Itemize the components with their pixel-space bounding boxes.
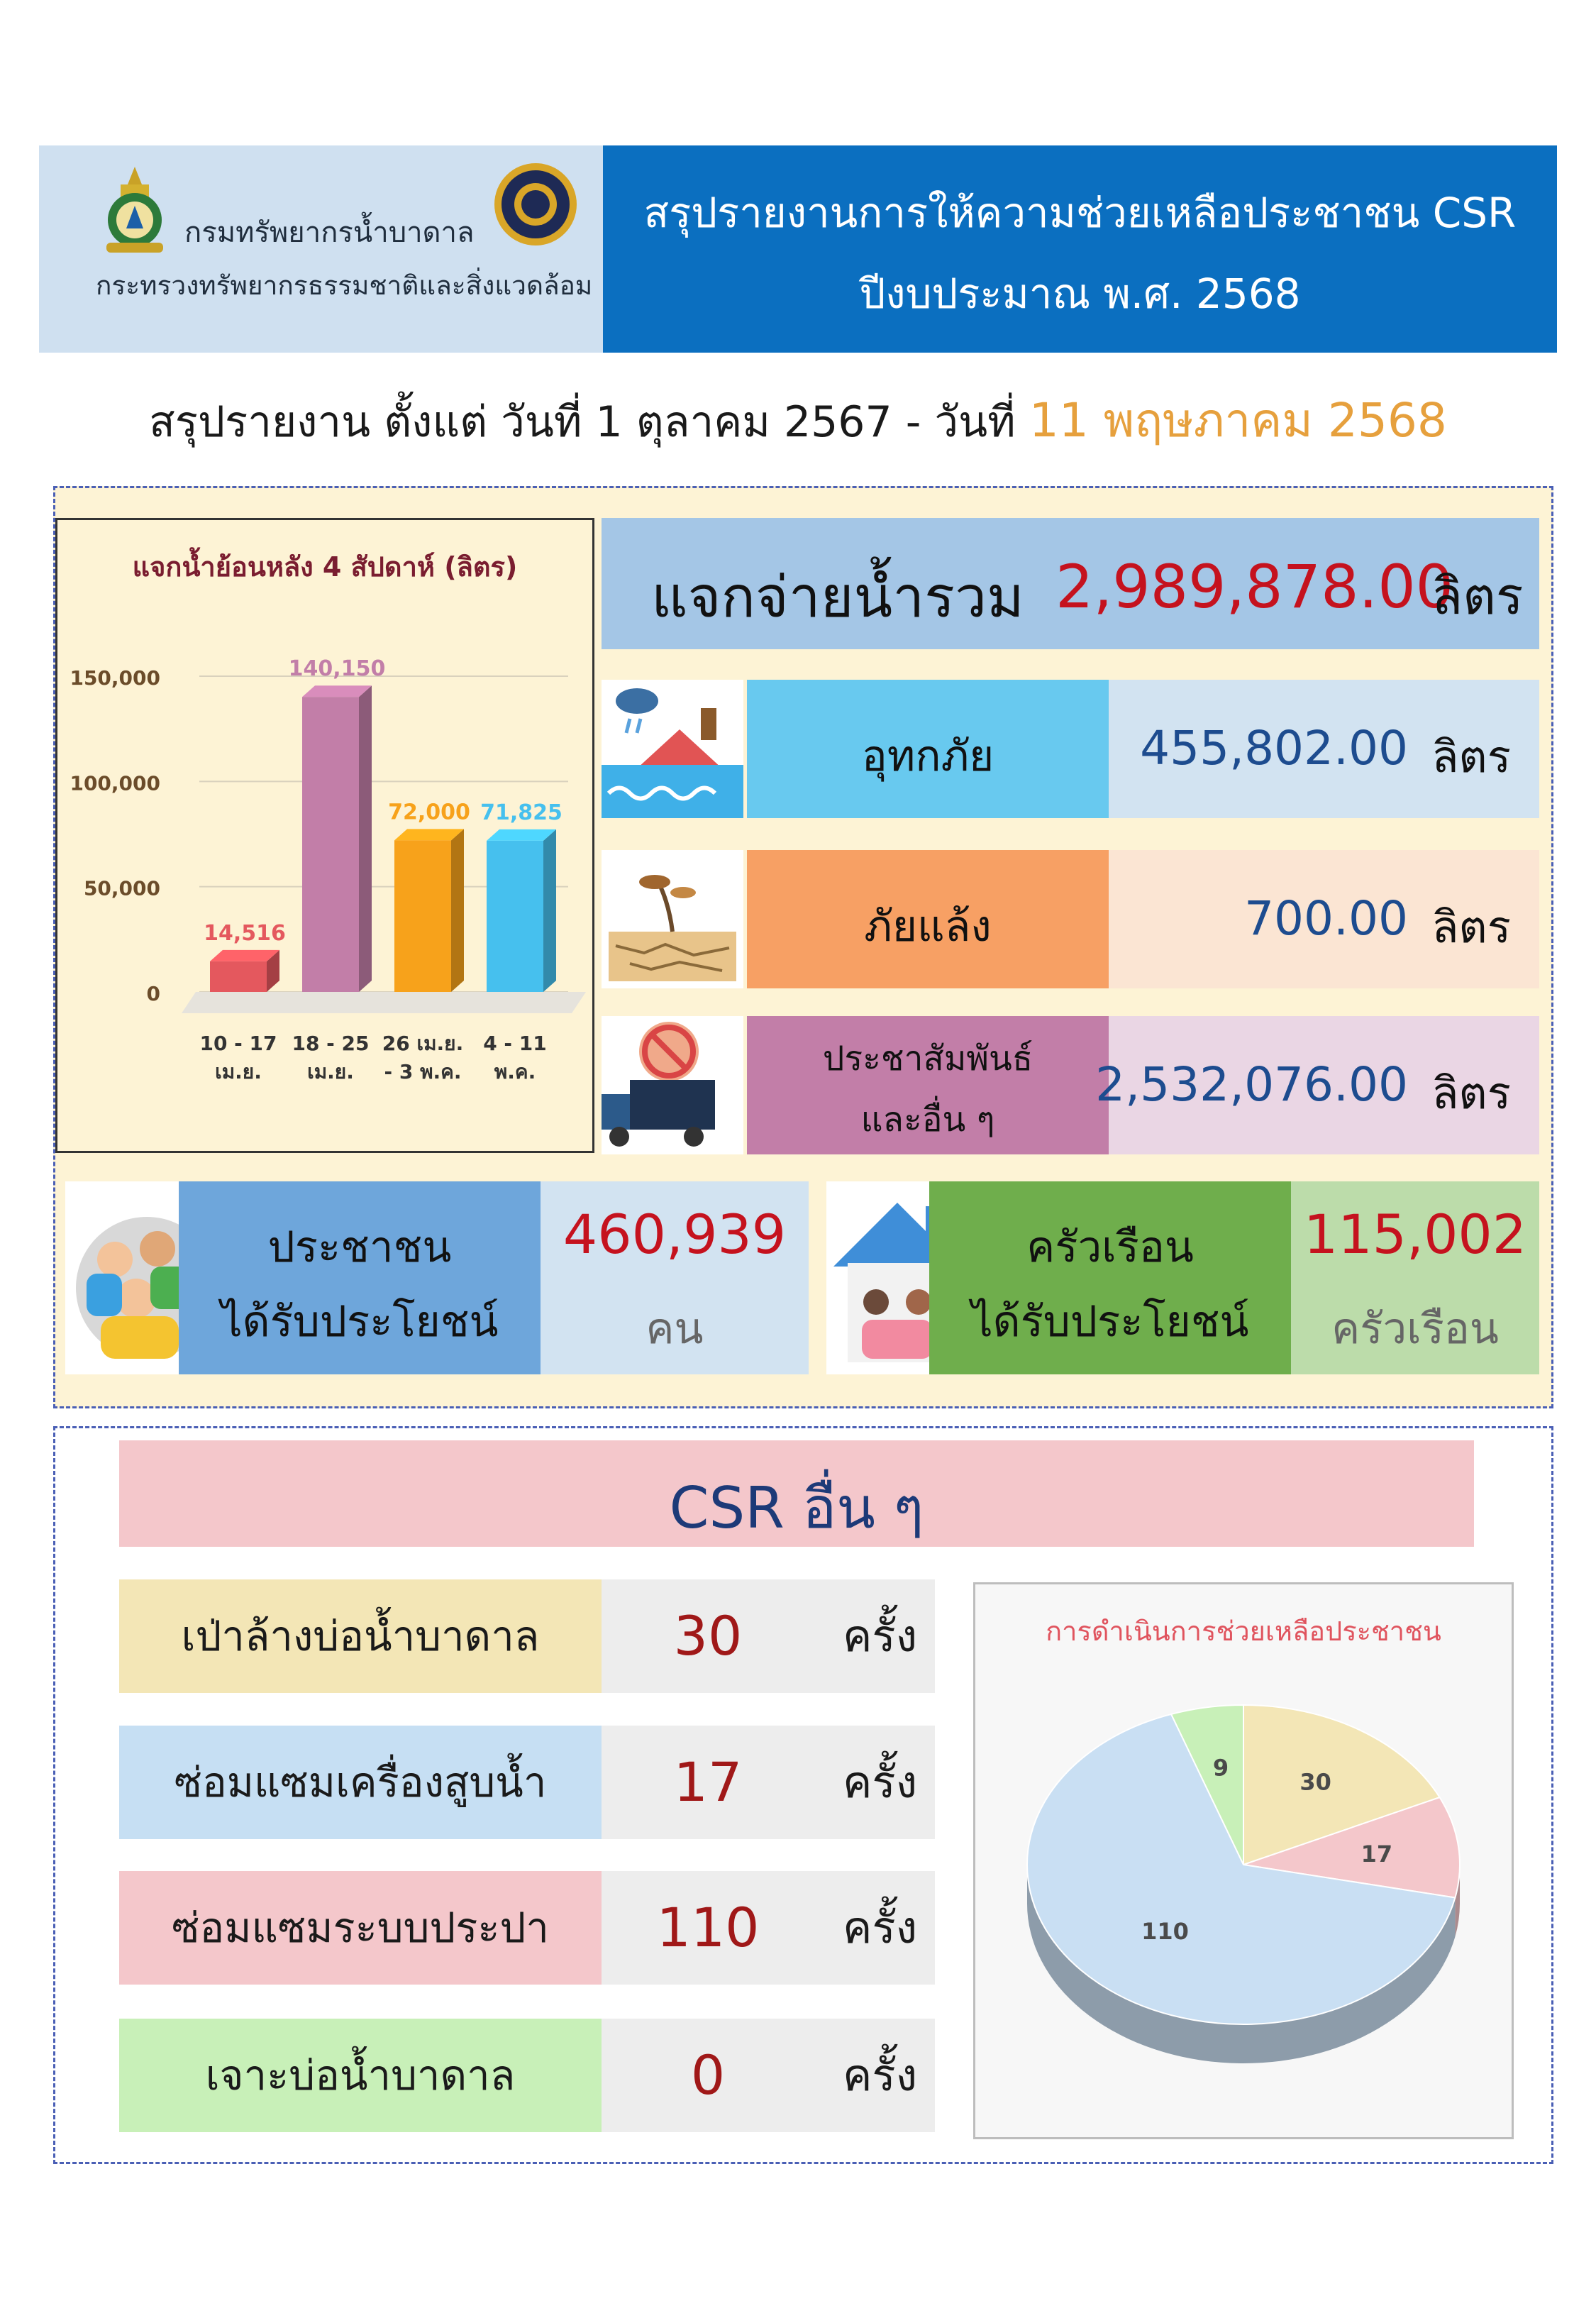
csr-label-water-system-repair: ซ่อมแซมระบบประปา	[119, 1871, 602, 1985]
pie-chart-panel	[973, 1582, 1514, 2139]
drought-icon	[602, 850, 743, 988]
pie-label: 17	[1361, 1841, 1393, 1868]
category-row-drought	[602, 850, 1539, 988]
x-tick-label: เม.ย.	[215, 1060, 262, 1083]
category-value-pr: 2,532,076.00	[1095, 1057, 1408, 1112]
pie-label: 110	[1141, 1918, 1189, 1946]
pie-label: 30	[1299, 1768, 1331, 1796]
people-value: 460,939	[563, 1203, 787, 1266]
households-unit: ครัวเรือน	[1331, 1304, 1499, 1354]
households-label-line1: ครัวเรือน	[1026, 1223, 1194, 1272]
csr-title: CSR อื่น ๆ	[669, 1475, 924, 1541]
csr-unit-drilling: ครั้ง	[842, 2049, 917, 2101]
csr-value-drilling: 0	[690, 2043, 726, 2107]
x-tick-label: 26 เม.ย.	[382, 1032, 464, 1055]
people-label-line1: ประชาชน	[267, 1223, 452, 1272]
report-date-range	[0, 383, 1596, 458]
csr-unit-flush: ครั้ง	[842, 1610, 917, 1662]
category-label-flood: อุทกภัย	[861, 732, 994, 781]
bar-value-label: 72,000	[388, 800, 470, 825]
bar	[302, 685, 372, 992]
x-tick-label: พ.ค.	[494, 1060, 536, 1083]
bar-value-label: 14,516	[204, 920, 286, 946]
csr-value-flush: 30	[673, 1604, 743, 1667]
pie-chart-title: การดำเนินการช่วยเหลือประชาชน	[1046, 1616, 1441, 1647]
households-value: 115,002	[1303, 1203, 1527, 1266]
x-tick-label: 18 - 25	[292, 1032, 370, 1055]
pie-label: 9	[1212, 1754, 1229, 1782]
beneficiary-people-card	[65, 1181, 809, 1374]
csr-label-flush: เป่าล้างบ่อน้ำบาดาล	[119, 1579, 602, 1693]
header-logo-panel	[39, 145, 603, 353]
category-label-pr-line1: ประชาสัมพันธ์	[822, 1039, 1033, 1078]
csr-unit-water-system-repair: ครั้ง	[842, 1902, 917, 1953]
category-unit-drought: ลิตร	[1431, 901, 1511, 953]
chart-floor	[182, 992, 586, 1013]
department-emblem-icon	[92, 163, 177, 259]
y-tick-label: 50,000	[83, 876, 160, 900]
y-tick-label: 100,000	[70, 771, 160, 795]
households-label-line2: ได้รับประโยชน์	[971, 1297, 1249, 1347]
csr-value-water-system-repair: 110	[656, 1896, 760, 1959]
csr-label-pump-repair: ซ่อมแซมเครื่องสูบน้ำ	[119, 1726, 602, 1839]
report-title: สรุปรายงานการให้ความช่วยเหลือประชาชน CSR	[643, 189, 1517, 237]
category-row-pr	[602, 1016, 1539, 1154]
category-label-pr-line2: และอื่น ๆ	[860, 1100, 995, 1140]
y-tick-label: 150,000	[70, 666, 160, 690]
category-unit-pr: ลิตร	[1431, 1067, 1511, 1119]
total-unit: ลิตร	[1431, 566, 1524, 626]
org-name: กรมทรัพยากรน้ำบาดาล	[184, 216, 475, 249]
total-label: แจกจ่ายน้ำรวม	[651, 564, 1024, 630]
fiscal-year: ปีงบประมาณ พ.ศ. 2568	[859, 270, 1301, 318]
ministry-seal-icon	[493, 158, 578, 250]
flood-house-icon	[602, 680, 743, 818]
total-value: 2,989,878.00	[1055, 552, 1454, 622]
assistance-pie-chart	[975, 1584, 1512, 2138]
chart-title: แจกน้ำย้อนหลัง 4 สัปดาห์ (ลิตร)	[132, 551, 518, 583]
csr-label-drilling: เจาะบ่อน้ำบาดาล	[119, 2019, 602, 2132]
report-range-prefix: สรุปรายงาน ตั้งแต่ วันที่ 1 ตุลาคม 2567 - วันที่	[149, 397, 1029, 447]
category-unit-flood: ลิตร	[1431, 731, 1511, 783]
category-value-drought: 700.00	[1244, 891, 1408, 946]
category-row-flood	[602, 680, 1539, 818]
report-end-date: 11 พฤษภาคม 2568	[1029, 393, 1447, 448]
header-title-panel	[603, 145, 1557, 353]
csr-title-banner	[119, 1440, 1474, 1547]
bar	[210, 950, 279, 992]
x-tick-label: 4 - 11	[483, 1032, 547, 1055]
category-value-flood: 455,802.00	[1140, 721, 1408, 776]
ministry-name: กระทรวงทรัพยากรธรรมชาติและสิ่งแวดล้อม	[96, 270, 593, 301]
csr-value-pump-repair: 17	[673, 1750, 743, 1814]
weekly-water-chart-panel	[55, 518, 594, 1153]
beneficiary-households-card	[826, 1181, 1539, 1374]
x-tick-label: เม.ย.	[307, 1060, 354, 1083]
y-tick-label: 0	[146, 982, 160, 1005]
total-row	[602, 518, 1539, 649]
bar-value-label: 140,150	[288, 656, 386, 682]
category-label-drought: ภัยแล้ง	[864, 902, 992, 951]
bar	[394, 829, 464, 992]
people-unit: คน	[645, 1304, 704, 1354]
weekly-bar-chart	[57, 520, 597, 1155]
water-truck-icon	[602, 1016, 743, 1154]
bar	[487, 829, 556, 992]
csr-unit-pump-repair: ครั้ง	[842, 1756, 917, 1808]
x-tick-label: 10 - 17	[199, 1032, 277, 1055]
bar-value-label: 71,825	[480, 800, 563, 825]
people-label-line2: ได้รับประโยชน์	[221, 1297, 499, 1347]
x-tick-label: - 3 พ.ค.	[384, 1060, 462, 1083]
